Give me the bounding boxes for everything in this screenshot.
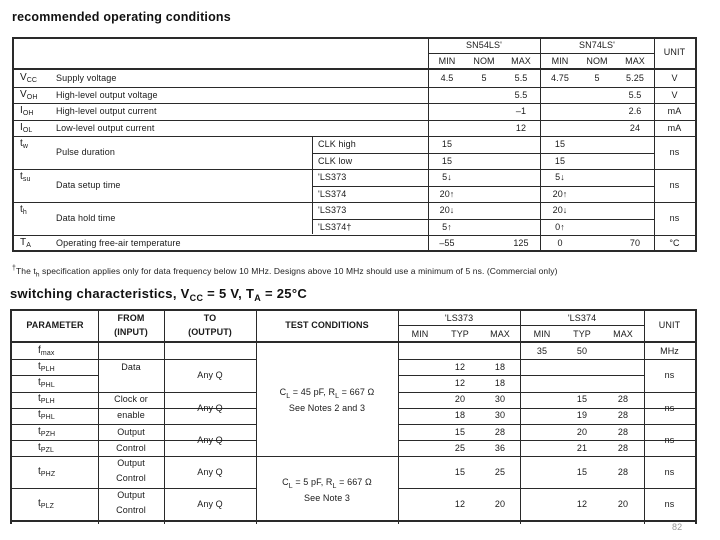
- sw-row-3-374-typ: 15: [576, 394, 588, 404]
- sw-row-6-374-typ: 21: [576, 443, 588, 453]
- tc2-r: = 5 pF, R: [292, 477, 333, 487]
- sw-row-6-parameter-subscript: PZL: [40, 447, 55, 454]
- sw-row-6-from: Control: [116, 443, 146, 453]
- sw-row-8-373-typ: 12: [454, 499, 466, 509]
- sw-row-0-parameter-letter: f: [38, 345, 41, 356]
- roc-row-3-symbol-subscript: OL: [22, 127, 33, 134]
- roc-row-1-symbol-letter: V: [20, 89, 27, 100]
- roc-row-10-74-min: 0: [557, 238, 563, 248]
- roc-row-0-74-min: 4.75: [551, 73, 569, 83]
- sw-row-1-parameter-subscript: PLH: [40, 366, 55, 373]
- roc-row-4-parameter: Pulse duration: [56, 147, 115, 157]
- footnote-sub: h: [35, 271, 40, 279]
- sw-row-5-parameter: [38, 426, 55, 440]
- roc-row-3-symbol: [20, 122, 32, 136]
- roc-row-6-condition: 'LS373: [318, 172, 347, 182]
- sw-title: [10, 286, 307, 306]
- roc-group-74: SN74LS': [579, 40, 615, 50]
- sw-row-8-parameter: [38, 498, 54, 512]
- sw-row-4-from: enable: [117, 410, 145, 420]
- sw-row-4-373-typ: 18: [454, 410, 466, 420]
- roc-bottom-border: [12, 250, 696, 252]
- roc-74-min: MIN: [551, 56, 569, 66]
- sw-test-notes-2: See Note 3: [303, 493, 351, 503]
- page-number: 82: [672, 522, 683, 532]
- sw-top-border: [10, 309, 696, 311]
- roc-row-0-symbol-letter: V: [20, 72, 27, 83]
- sw-row-3-374-max: 28: [617, 394, 629, 404]
- sw-row-7-to: Any Q: [197, 467, 223, 477]
- sw-row-3-parameter-subscript: PLH: [40, 398, 55, 405]
- sw-row-4-parameter-letter: t: [38, 409, 41, 420]
- roc-row-2-symbol-subscript: OH: [22, 110, 34, 117]
- sw-group-divider: [398, 325, 644, 326]
- sw-row-5-to: Any Q: [197, 435, 223, 445]
- sw-row-line-1-a: [10, 375, 98, 376]
- sw-row-7-374-typ: 15: [576, 467, 588, 477]
- roc-row-2-54-max: –1: [515, 106, 527, 116]
- sw-row-3-unit: ns: [664, 403, 675, 413]
- roc-row-line-6: [312, 186, 654, 187]
- roc-row-10-symbol-subscript: A: [26, 242, 31, 249]
- sw-row-8-374-typ: 12: [576, 499, 588, 509]
- sw-test-notes-1: See Notes 2 and 3: [288, 403, 366, 413]
- roc-row-1-symbol: [20, 89, 37, 103]
- roc-row-4-unit: ns: [669, 147, 680, 157]
- sw-to-header: TO: [203, 313, 217, 323]
- tc2-ohm: = 667 Ω: [336, 477, 372, 487]
- sw-row-5-373-max: 28: [494, 427, 506, 437]
- roc-54-min: MIN: [438, 56, 456, 66]
- sw-row-8-from: Output: [117, 490, 145, 500]
- sw-row-7-parameter-letter: t: [38, 466, 41, 477]
- roc-row-3-symbol-letter: I: [20, 122, 23, 133]
- roc-row-1-parameter: High-level output voltage: [56, 90, 158, 100]
- sw-row-2-parameter-subscript: PHL: [40, 382, 55, 389]
- sw-unit-left: [644, 309, 645, 524]
- tc2-r-sub: L: [332, 482, 337, 490]
- roc-row-2-parameter: High-level output current: [56, 106, 157, 116]
- roc-row-line-2: [12, 120, 696, 121]
- sw-row-4-374-typ: 19: [576, 410, 588, 420]
- roc-row-7-condition: 'LS374: [318, 189, 347, 199]
- roc-title: recommended operating conditions: [12, 10, 231, 24]
- sw-row-line-7-b: [398, 488, 696, 489]
- sw-row-2-parameter: [38, 377, 55, 391]
- roc-row-6-parameter: Data setup time: [56, 180, 121, 190]
- roc-row-8-unit: ns: [669, 213, 680, 223]
- sw-row-2-373-max: 18: [494, 378, 506, 388]
- sw-row-8-unit: ns: [664, 499, 675, 509]
- sw-row-line-2-b: [398, 392, 696, 393]
- sw-row-4-parameter-subscript: PHL: [40, 414, 55, 421]
- roc-row-8-54-min: 20↓: [439, 205, 455, 215]
- tc1-r-sub: L: [335, 392, 340, 400]
- footnote-pre: The t: [16, 265, 36, 276]
- sw-row-5-374-typ: 20: [576, 427, 588, 437]
- sw-row-0-374-min: 35: [536, 346, 548, 356]
- roc-row-8-symbol: [20, 204, 27, 218]
- roc-row-0-54-nom: 5: [481, 73, 487, 83]
- roc-row-10-54-max: 125: [513, 238, 529, 248]
- roc-row-0-74-max: 5.25: [626, 73, 644, 83]
- sw-row-1-373-max: 18: [494, 362, 506, 372]
- roc-row-1-unit: V: [671, 90, 678, 100]
- sw-row-5-374-max: 28: [617, 427, 629, 437]
- sw-374-min: MIN: [533, 329, 551, 339]
- roc-row-10-74-max: 70: [629, 238, 641, 248]
- sw-title-sub1: CC: [189, 293, 204, 303]
- sw-row-8-from-2: Control: [116, 505, 146, 515]
- roc-row-9-condition: 'LS374†: [318, 222, 352, 232]
- roc-row-6-74-min: 5↓: [555, 172, 565, 182]
- tc1-c: C: [279, 387, 287, 397]
- sw-row-5-373-typ: 15: [454, 427, 466, 437]
- roc-row-line-9: [12, 235, 696, 236]
- roc-row-0-symbol: [20, 72, 37, 86]
- roc-row-1-symbol-subscript: OH: [26, 94, 38, 101]
- sw-row-6-parameter: [38, 442, 54, 456]
- sw-parameter-header: PARAMETER: [26, 320, 84, 330]
- sw-373-typ: TYP: [451, 329, 469, 339]
- sw-373-min: MIN: [411, 329, 429, 339]
- sw-row-8-parameter-subscript: PLZ: [40, 503, 55, 510]
- sw-unit-header: UNIT: [658, 320, 681, 330]
- sw-row-line-0-b: [398, 359, 696, 360]
- sw-row-6-parameter-letter: t: [38, 442, 41, 453]
- roc-row-1-74-max: 5.5: [628, 90, 642, 100]
- roc-row-1-54-max: 5.5: [514, 90, 528, 100]
- roc-row-7-54-min: 20↑: [439, 189, 455, 199]
- tc1-r: = 45 pF, R: [290, 387, 336, 397]
- roc-row-8-parameter: Data hold time: [56, 213, 116, 223]
- sw-row-line-4-b: [398, 424, 696, 425]
- sw-row-6-374-max: 28: [617, 443, 629, 453]
- roc-row-line-4: [312, 153, 654, 154]
- roc-row-4-symbol: [20, 138, 28, 152]
- sw-row-3-373-max: 30: [494, 394, 506, 404]
- roc-row-6-symbol: [20, 171, 30, 185]
- sw-row-line-6: [10, 456, 696, 457]
- footnote-text: specification applies only for data frequency below 10 MHz. Designs above 10 MHz should use a minimum of 5 ns. (Commercial only): [39, 265, 558, 276]
- roc-row-0-symbol-subscript: CC: [26, 77, 38, 84]
- roc-row-5-54-min: 15: [441, 156, 453, 166]
- roc-row-0-54-max: 5.5: [514, 73, 528, 83]
- sw-374-header: 'LS374: [567, 313, 597, 323]
- tc1-c-sub: L: [286, 392, 291, 400]
- roc-row-8-condition: 'LS373: [318, 205, 347, 215]
- sw-row-1-to: Any Q: [197, 370, 223, 380]
- roc-row-10-54-min: –55: [439, 238, 455, 248]
- sw-row-3-373-typ: 20: [454, 394, 466, 404]
- roc-row-5-74-min: 15: [554, 156, 566, 166]
- sw-row-7-374-max: 28: [617, 467, 629, 477]
- roc-row-10-parameter: Operating free-air temperature: [56, 238, 181, 248]
- sw-test-conditions-header: TEST CONDITIONS: [285, 320, 369, 330]
- roc-row-6-unit: ns: [669, 180, 680, 190]
- roc-row-3-74-max: 24: [629, 123, 641, 133]
- sw-373-header: 'LS373: [444, 313, 474, 323]
- sw-test-condition-1: [256, 387, 398, 402]
- roc-row-4-symbol-subscript: w: [22, 143, 29, 150]
- sw-row-3-to: Any Q: [197, 403, 223, 413]
- roc-top-border: [12, 37, 696, 39]
- roc-group-54: SN54LS': [466, 40, 502, 50]
- roc-row-8-symbol-letter: t: [20, 204, 23, 215]
- sw-title-sub2: A: [254, 293, 262, 303]
- sw-row-1-parameter: [38, 361, 55, 375]
- roc-row-line-1: [12, 103, 696, 104]
- roc-row-2-symbol-letter: I: [20, 105, 23, 116]
- sw-row-5-unit: ns: [664, 435, 675, 445]
- sw-row-4-374-max: 28: [617, 410, 629, 420]
- roc-row-line-5: [12, 169, 696, 170]
- sw-row-4-373-max: 30: [494, 410, 506, 420]
- roc-group-divider: [428, 53, 654, 54]
- roc-row-0-unit: V: [671, 73, 678, 83]
- sw-row-7-from-2: Control: [116, 473, 146, 483]
- sw-row-0-parameter: [38, 345, 54, 359]
- sw-title-pre: switching characteristics, V: [10, 286, 190, 301]
- sw-row-7-373-max: 25: [494, 467, 506, 477]
- sw-row-3-parameter: [38, 393, 55, 407]
- sw-to-header-2: (OUTPUT): [188, 327, 232, 337]
- sw-row-line-8: [10, 520, 696, 522]
- sw-row-7-parameter-subscript: PHZ: [40, 471, 56, 478]
- sw-row-8-parameter-letter: t: [38, 498, 41, 509]
- tc2-c: C: [282, 477, 289, 487]
- sw-test-condition-2: [256, 477, 398, 492]
- sw-row-8-to: Any Q: [197, 499, 223, 509]
- roc-row-10-symbol: [20, 237, 31, 251]
- sw-row-5-parameter-subscript: PZH: [40, 431, 56, 438]
- sw-row-line-0-a: [10, 359, 256, 360]
- sw-374-left: [520, 309, 521, 524]
- roc-row-2-symbol: [20, 105, 34, 119]
- sw-row-7-parameter: [38, 466, 55, 480]
- sw-row-7-373-typ: 15: [454, 467, 466, 477]
- roc-row-2-unit: mA: [667, 106, 682, 116]
- sw-row-8-374-max: 20: [617, 499, 629, 509]
- roc-row-3-54-max: 12: [515, 123, 527, 133]
- roc-row-7-74-min: 20↑: [552, 189, 568, 199]
- roc-54-nom: NOM: [473, 56, 495, 66]
- footnote-mark: †: [12, 265, 16, 272]
- sw-right-border: [695, 309, 697, 524]
- sw-row-2-parameter-letter: t: [38, 377, 41, 388]
- sw-title-post: = 25°C: [261, 286, 308, 301]
- sw-row-0-parameter-subscript: max: [40, 350, 55, 357]
- roc-left-border: [12, 37, 14, 252]
- sw-left-border: [10, 309, 12, 524]
- sw-374-typ: TYP: [573, 329, 591, 339]
- roc-row-4-condition: CLK high: [318, 139, 356, 149]
- sw-373-left: [398, 309, 399, 524]
- roc-row-5-condition: CLK low: [318, 156, 353, 166]
- roc-row-4-54-min: 15: [441, 139, 453, 149]
- sw-title-mid: = 5 V, T: [203, 286, 255, 301]
- roc-row-8-symbol-subscript: h: [22, 209, 27, 216]
- roc-row-4-74-min: 15: [554, 139, 566, 149]
- sw-row-7-from: Output: [117, 458, 145, 468]
- sw-row-1-parameter-letter: t: [38, 361, 41, 372]
- sw-row-5-parameter-letter: t: [38, 426, 41, 437]
- sw-row-3-parameter-letter: t: [38, 393, 41, 404]
- roc-row-0-74-nom: 5: [594, 73, 600, 83]
- roc-row-line-3: [12, 136, 696, 137]
- roc-row-3-parameter: Low-level output current: [56, 123, 155, 133]
- sw-row-8-373-max: 20: [494, 499, 506, 509]
- roc-row-4-symbol-letter: t: [20, 138, 23, 149]
- roc-54-max: MAX: [511, 56, 531, 66]
- sw-row-1-from: Data: [121, 362, 141, 372]
- sw-row-5-from: Output: [117, 427, 145, 437]
- sw-row-6-373-max: 36: [494, 443, 506, 453]
- roc-row-9-54-min: 5↑: [442, 222, 452, 232]
- sw-row-2-373-typ: 12: [454, 378, 466, 388]
- sw-row-3-from: Clock or: [114, 394, 148, 404]
- sw-to-left: [164, 309, 165, 524]
- sw-row-1-373-typ: 12: [454, 362, 466, 372]
- roc-74-nom: NOM: [586, 56, 608, 66]
- roc-row-6-symbol-letter: t: [20, 171, 23, 182]
- roc-row-0-parameter: Supply voltage: [56, 73, 117, 83]
- roc-unit-header: UNIT: [663, 47, 686, 57]
- roc-row-2-74-max: 2.6: [628, 106, 642, 116]
- roc-header-bottom: [12, 68, 696, 70]
- tc1-ohm: = 667 Ω: [339, 387, 375, 397]
- sw-row-line-4-a: [10, 424, 256, 425]
- roc-row-line-8: [312, 219, 654, 220]
- sw-373-max: MAX: [490, 329, 510, 339]
- roc-row-0-54-min: 4.5: [440, 73, 454, 83]
- roc-row-6-symbol-subscript: su: [22, 176, 31, 183]
- roc-right-border: [695, 37, 697, 252]
- roc-row-10-symbol-letter: T: [20, 237, 27, 248]
- roc-74-max: MAX: [625, 56, 645, 66]
- sw-header-bottom: [10, 341, 696, 343]
- tc2-c-sub: L: [288, 482, 293, 490]
- roc-row-line-0: [12, 87, 696, 88]
- roc-footnote: [12, 263, 558, 281]
- sw-374-max: MAX: [613, 329, 633, 339]
- sw-row-0-374-typ: 50: [576, 346, 588, 356]
- roc-row-6-54-min: 5↓: [442, 172, 452, 182]
- roc-row-8-74-min: 20↓: [552, 205, 568, 215]
- roc-row-9-74-min: 0↑: [555, 222, 565, 232]
- roc-row-10-unit: °C: [669, 238, 680, 248]
- sw-row-1-unit: ns: [664, 370, 675, 380]
- sw-row-line-1-b: [398, 375, 644, 376]
- sw-from-header: FROM: [117, 313, 145, 323]
- sw-row-7-unit: ns: [664, 467, 675, 477]
- sw-row-6-373-typ: 25: [454, 443, 466, 453]
- sw-row-4-parameter: [38, 409, 55, 423]
- sw-row-line-7-a: [10, 488, 256, 489]
- roc-row-line-7: [12, 202, 696, 203]
- sw-row-0-unit: MHz: [660, 346, 679, 356]
- roc-row-3-unit: mA: [667, 123, 682, 133]
- sw-from-header-2: (INPUT): [114, 327, 148, 337]
